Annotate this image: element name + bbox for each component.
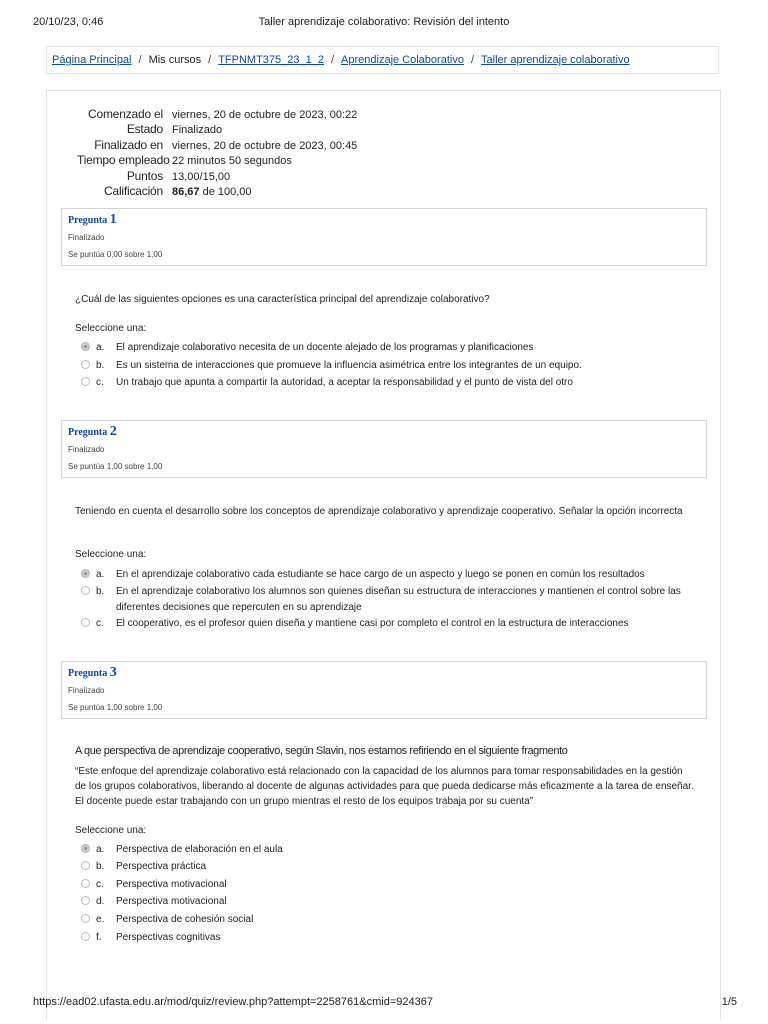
radio-checked-icon[interactable]: [81, 569, 90, 578]
answer-option[interactable]: [81, 358, 691, 374]
print-page-number: 1/5: [721, 996, 737, 1008]
print-title: Taller aprendizaje colaborativo: Revisión del intento: [258, 16, 510, 28]
answer-option[interactable]: [81, 859, 691, 875]
answer-letter: d.: [96, 896, 105, 907]
breadcrumb-activity-link[interactable]: Taller aprendizaje colaborativo: [481, 54, 630, 66]
summary-row-started: [77, 107, 357, 122]
breadcrumb-course-link[interactable]: TFPNMT375_23_1_2: [218, 54, 324, 66]
breadcrumb: [46, 46, 719, 74]
answer-option[interactable]: [81, 930, 691, 946]
answer-option[interactable]: [81, 567, 691, 583]
breadcrumb-home-link[interactable]: Página Principal: [52, 54, 132, 66]
answer-text: El aprendizaje colaborativo necesita de un docente alejado de los programas y planificaciones: [116, 342, 534, 353]
question-number: [68, 665, 117, 681]
question-prefix: Pregunta: [68, 668, 108, 679]
radio-icon[interactable]: [81, 914, 90, 923]
answer-letter: b.: [96, 586, 105, 597]
answer-letter: a.: [96, 342, 105, 353]
question-text: “Este enfoque del aprendizaje colaborativo está relacionado con la capacidad de los alumnos para tomar responsabilidades en la gestión de los grupos colaborativos, liberando al docente de algunas actividades para que pueda dedicarse más eficazmente a la tarea de enseñar. El docente puede estar trabajando con un grupo mientras el resto de los equipos trabaja por su cuenta”: [75, 766, 694, 807]
question-number: [68, 424, 117, 440]
question-text: Teniendo en cuenta el desarrollo sobre los conceptos de aprendizaje colaborativo y aprendizaje cooperativo. Señalar la opción incorrecta: [75, 506, 683, 517]
radio-icon[interactable]: [81, 932, 90, 941]
summary-value: 22 minutos 50 segundos: [172, 155, 292, 168]
question-info-3: [61, 661, 707, 719]
question-info-1: [61, 208, 707, 266]
question-number-value: 3: [109, 665, 117, 680]
breadcrumb-separator: /: [470, 54, 475, 66]
answer-text: En el aprendizaje colaborativo los alumnos son quienes diseñan su estructura de interacciones y mantienen el control sobre las diferentes decisiones que repercuten en su aprendizaje: [116, 586, 681, 613]
answer-text: En el aprendizaje colaborativo cada estudiante se hace cargo de un aspecto y luego se ponen en común los resultados: [116, 569, 645, 580]
question-state: Finalizado: [68, 445, 105, 454]
answer-letter: c.: [96, 879, 104, 890]
answer-letter: c.: [96, 377, 104, 388]
radio-checked-icon[interactable]: [81, 844, 90, 853]
summary-row-points: [77, 169, 357, 184]
answer-letter: f.: [96, 932, 102, 943]
question-info-2: [61, 420, 707, 478]
answer-option[interactable]: [81, 340, 691, 356]
grade-suffix: de 100,00: [202, 185, 252, 198]
summary-label: Comenzado el: [88, 107, 163, 121]
answer-letter: a.: [96, 844, 105, 855]
summary-label: Finalizado en: [94, 137, 163, 152]
answer-letter: a.: [96, 569, 105, 580]
summary-value: Finalizado: [172, 124, 223, 137]
radio-checked-icon[interactable]: [81, 342, 90, 351]
summary-value: 13,00/15,00: [172, 170, 231, 183]
question-number-value: 1: [109, 212, 117, 227]
summary-value: [172, 185, 252, 200]
breadcrumb-separator: /: [330, 54, 335, 66]
answer-letter: c.: [96, 618, 104, 629]
question-state: Finalizado: [68, 233, 105, 242]
question-number-value: 2: [109, 424, 117, 439]
print-date: 20/10/23, 0:46: [33, 16, 104, 28]
radio-icon[interactable]: [81, 879, 90, 888]
answer-prompt: Seleccione una:: [75, 323, 147, 334]
answer-text: Un trabajo que apunta a compartir la autoridad, a aceptar la responsabilidad y el punto de vista del otro: [116, 377, 573, 388]
summary-label: Tiempo empleado: [77, 153, 170, 168]
answer-text: El cooperativo, es el profesor quien diseña y mantiene casi por completo el control en la estructura de interacciones: [116, 618, 629, 629]
breadcrumb-separator: /: [138, 54, 142, 66]
print-url: https://ead02.ufasta.edu.ar/mod/quiz/review.php?attempt=2258761&cmid=924367: [33, 996, 433, 1008]
answer-text: Perspectivas cognitivas: [116, 932, 221, 943]
radio-icon[interactable]: [81, 360, 90, 369]
summary-row-time: [77, 153, 357, 168]
summary-value: viernes, 20 de octubre de 2023, 00:45: [172, 139, 358, 152]
question-text: ¿Cuál de las siguientes opciones es una característica principal del aprendizaje colaborativo?: [75, 294, 490, 305]
question-prefix: Pregunta: [68, 215, 108, 226]
summary-label: Puntos: [126, 168, 163, 183]
answer-text: Perspectiva de elaboración en el aula: [116, 844, 283, 855]
radio-icon[interactable]: [81, 586, 90, 595]
breadcrumb-section-link[interactable]: Aprendizaje Colaborativo: [341, 54, 464, 66]
summary-row-state: [77, 122, 357, 137]
answer-letter: b.: [96, 861, 105, 872]
question-grade: Se puntúa 0,00 sobre 1,00: [68, 250, 163, 259]
answer-option[interactable]: [81, 375, 691, 391]
question-number: [68, 212, 117, 228]
answer-text: Perspectiva de cohesión social: [116, 914, 254, 925]
answer-option[interactable]: [81, 616, 691, 632]
question-heading: A que perspectiva de aprendizaje cooperativo, según Slavin, nos estamos refiriendo en el siguiente fragmento: [75, 745, 568, 757]
breadcrumb-separator: /: [208, 54, 212, 66]
radio-icon[interactable]: [81, 896, 90, 905]
question-prefix: Pregunta: [68, 427, 108, 438]
answer-option[interactable]: [81, 877, 691, 893]
summary-row-finished: [77, 138, 357, 153]
radio-icon[interactable]: [81, 861, 90, 870]
answer-option[interactable]: [81, 912, 691, 928]
question-grade: Se puntúa 1,00 sobre 1,00: [68, 703, 163, 712]
question-grade: Se puntúa 1,00 sobre 1,00: [68, 462, 163, 471]
answer-text: Perspectiva motivacional: [116, 896, 227, 907]
answer-option[interactable]: [81, 584, 691, 615]
radio-icon[interactable]: [81, 377, 90, 386]
summary-label: Estado: [126, 122, 163, 137]
grade-score: 86,67: [172, 185, 200, 198]
quiz-review-card: [46, 90, 721, 1020]
attempt-summary: [77, 107, 357, 199]
answer-text: Perspectiva motivacional: [116, 879, 227, 890]
answer-letter: e.: [96, 914, 105, 925]
answer-prompt: Seleccione una:: [75, 825, 147, 836]
answer-text: Es un sistema de interacciones que promueve la influencia asimétrica entre los integrantes de un equipo.: [116, 360, 582, 371]
summary-label: Calificación: [104, 183, 163, 198]
answer-letter: b.: [96, 360, 105, 371]
answer-prompt: Seleccione una:: [75, 549, 147, 560]
answer-option[interactable]: [81, 894, 691, 910]
radio-icon[interactable]: [81, 618, 90, 627]
answer-option[interactable]: [81, 842, 691, 858]
summary-row-grade: [77, 184, 357, 199]
breadcrumb-my-courses: Mis cursos: [148, 54, 202, 66]
summary-value: viernes, 20 de octubre de 2023, 00:22: [172, 109, 358, 121]
answer-text: Perspectiva práctica: [116, 861, 207, 872]
question-state: Finalizado: [68, 686, 105, 695]
print-header: [0, 16, 768, 32]
